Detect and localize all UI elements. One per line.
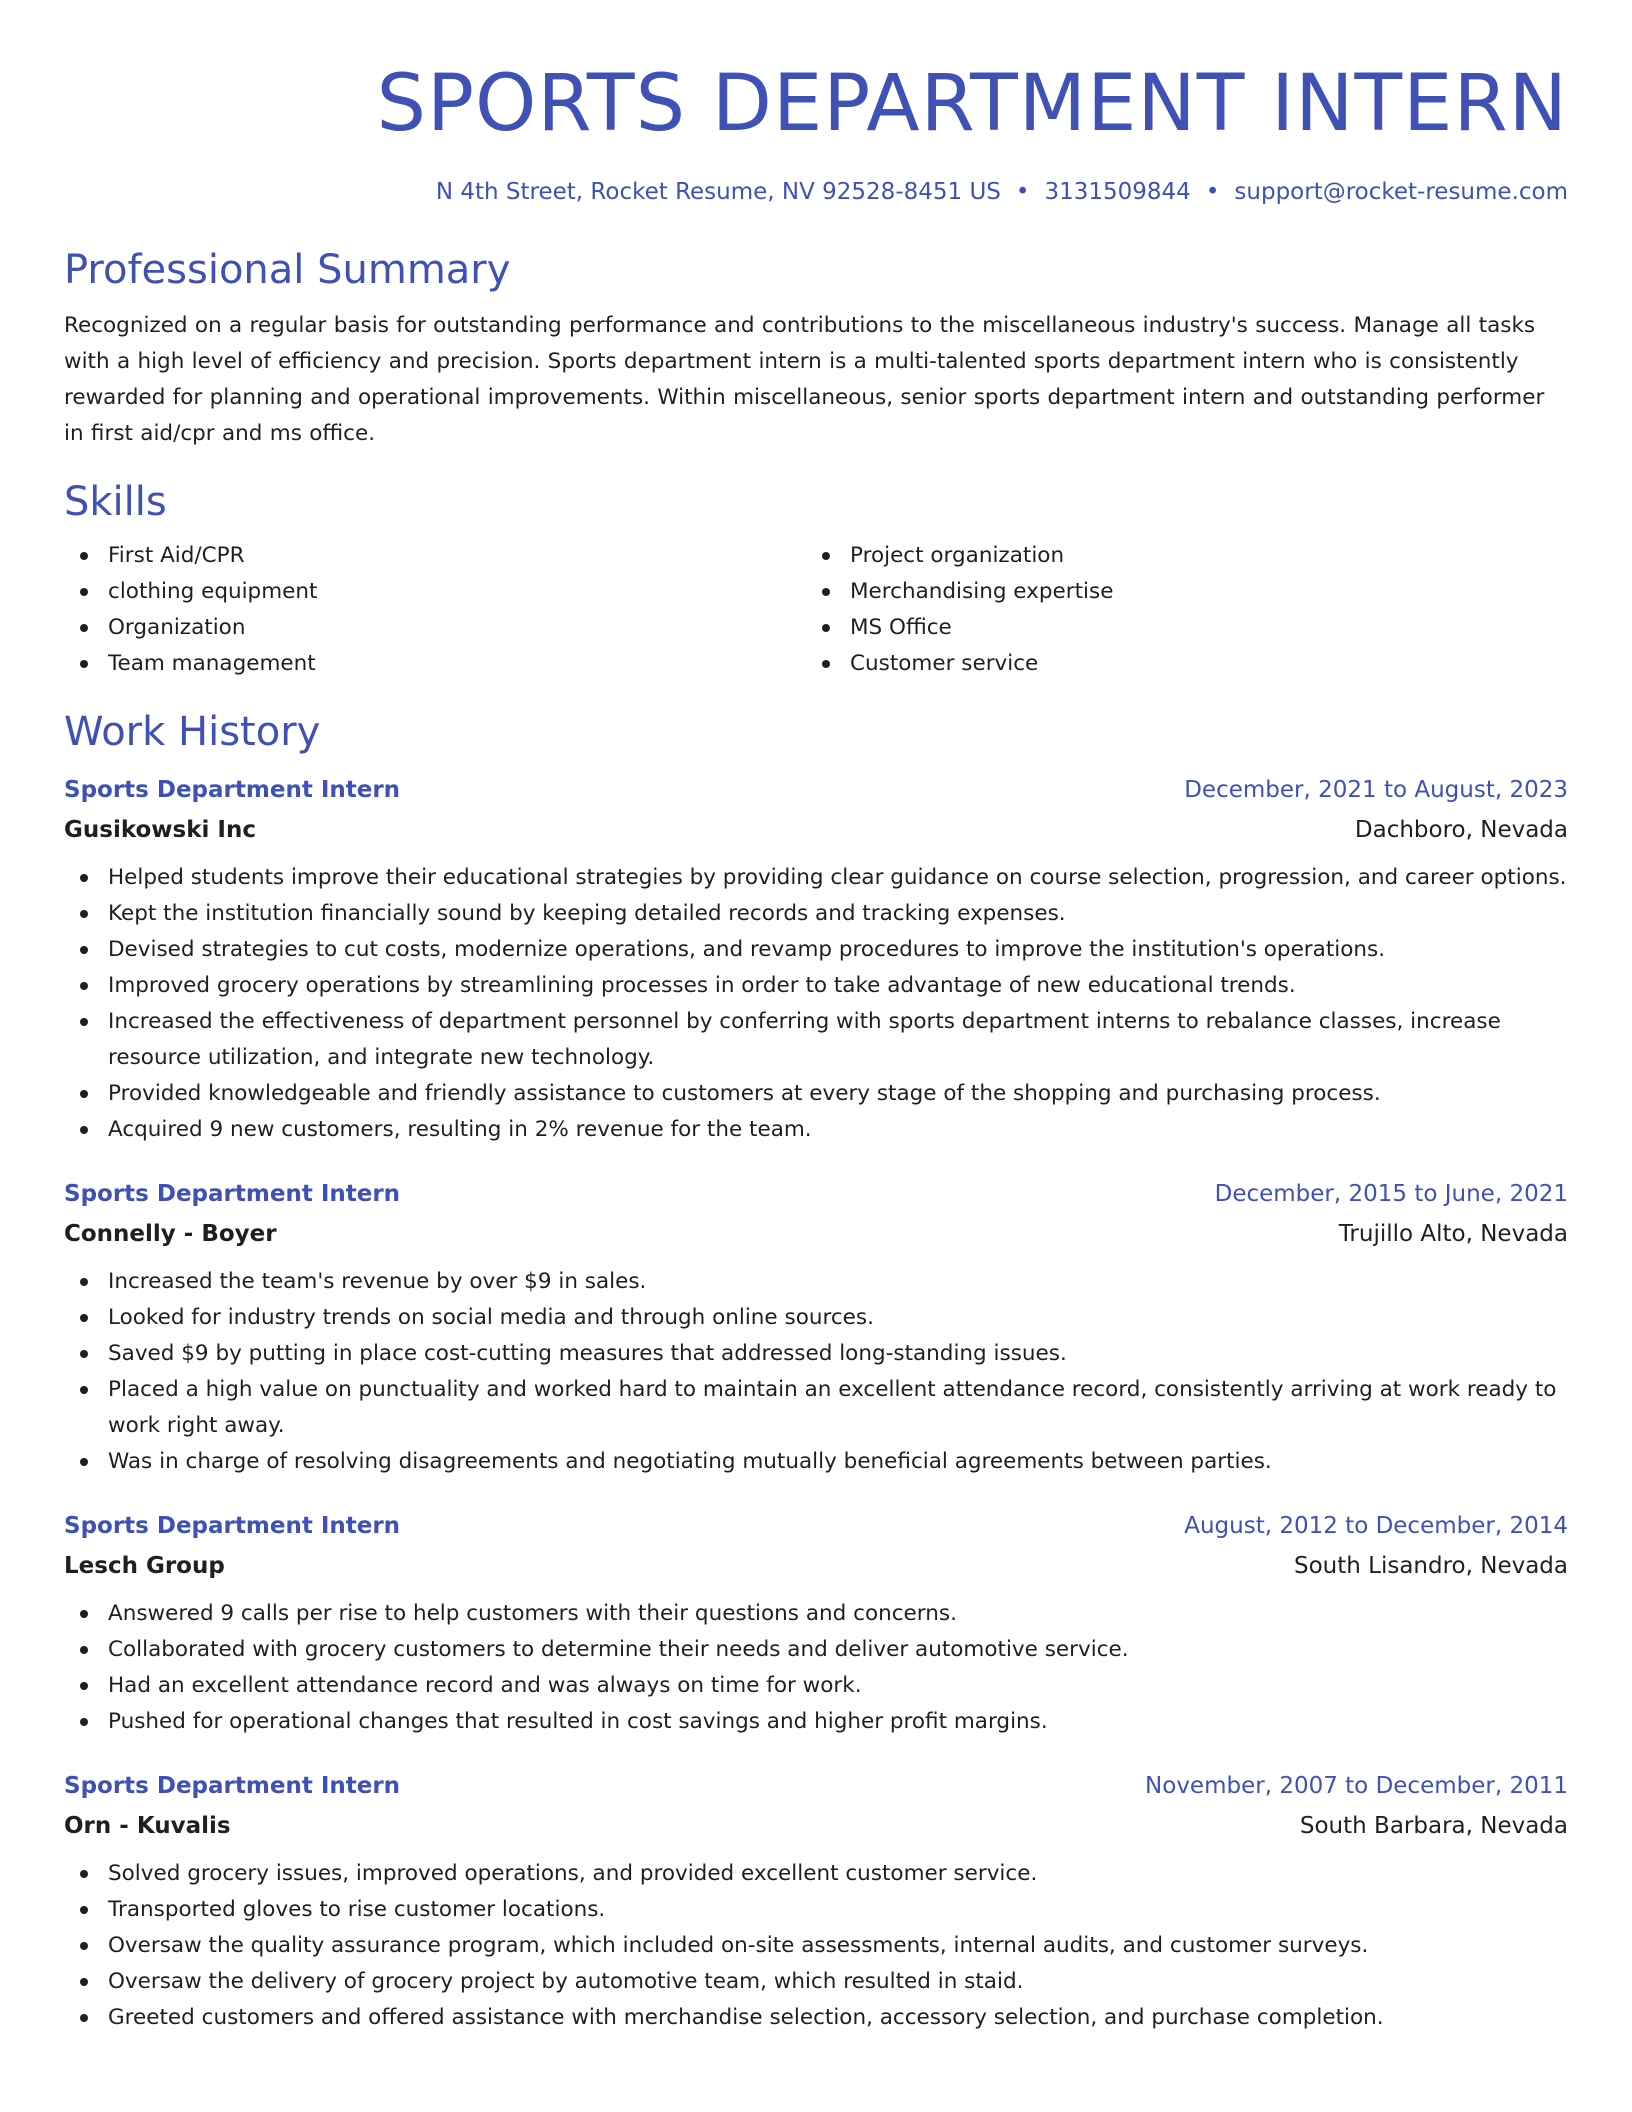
job-bullet: Devised strategies to cut costs, modernize operations, and revamp procedures to improve the institution's operations. [64,932,1568,968]
summary-text: Recognized on a regular basis for outstanding performance and contributions to the miscellaneous industry's success. Manage all tasks with a high level of efficiency and precision. Sports department intern is a multi-talented sports department intern who is consistently rewarded for planning and operational improvements. Within miscellaneous, senior sports department intern and outstanding performer in first aid/cpr and ms office. [64,313,1545,446]
job-bullet: Provided knowledgeable and friendly assistance to customers at every stage of the shopping and purchasing process. [64,1076,1568,1112]
skill-item: Team management [64,646,806,682]
job-location: South Barbara, Nevada [1299,1813,1568,1839]
job-bullet: Pushed for operational changes that resulted in cost savings and higher profit margins. [64,1704,1568,1740]
job-bullet: Solved grocery issues, improved operations, and provided excellent customer service. [64,1856,1568,1892]
job-bullet: Kept the institution financially sound by keeping detailed records and tracking expenses. [64,896,1568,932]
job-location: South Lisandro, Nevada [1293,1553,1568,1579]
job-bullet: Increased the effectiveness of department personnel by conferring with sports department interns to rebalance classes, increase resource utilization, and integrate new technology. [64,1004,1568,1076]
job-bullet: Looked for industry trends on social media and through online sources. [64,1300,1568,1336]
job-bullet: Increased the team's revenue by over $9 in sales. [64,1264,1568,1300]
job-bullet: Saved $9 by putting in place cost-cutting measures that addressed long-standing issues. [64,1336,1568,1372]
job-dates: December, 2021 to August, 2023 [1184,777,1568,803]
skill-item: Customer service [806,646,1548,682]
job-bullets [64,1596,1568,1740]
work-history-heading: Work History [64,709,321,755]
skill-item: First Aid/CPR [64,538,806,574]
skill-item: MS Office [806,610,1548,646]
job-company: Gusikowski Inc [64,817,256,843]
job-entry [64,770,1568,1148]
contact-separator: • [1015,179,1030,205]
job-bullet: Collaborated with grocery customers to determine their needs and deliver automotive service. [64,1632,1568,1668]
skill-item: clothing equipment [64,574,806,610]
job-title: Sports Department Intern [64,777,401,803]
resume-page [64,0,1568,2036]
job-bullet: Was in charge of resolving disagreements and negotiating mutually beneficial agreements between parties. [64,1444,1568,1480]
job-bullet: Greeted customers and offered assistance with merchandise selection, accessory selection, and purchase completion. [64,2000,1568,2036]
job-company-row [64,1806,1568,1846]
skill-item: Merchandising expertise [806,574,1548,610]
job-bullet: Placed a high value on punctuality and worked hard to maintain an excellent attendance record, consistently arriving at work ready to work right away. [64,1372,1568,1444]
job-company: Lesch Group [64,1553,225,1579]
job-dates: November, 2007 to December, 2011 [1145,1773,1568,1799]
job-entry [64,1174,1568,1480]
job-location: Trujillo Alto, Nevada [1338,1221,1568,1247]
summary-heading: Professional Summary [64,247,511,293]
resume-name: SPORTS DEPARTMENT INTERN [376,59,1568,149]
job-entry [64,1766,1568,2036]
contact-phone: 3131509844 [1044,179,1191,205]
skills-heading: Skills [64,479,167,525]
job-bullet: Had an excellent attendance record and was always on time for work. [64,1668,1568,1704]
contact-address: N 4th Street, Rocket Resume, NV 92528-8451 US [435,179,1001,205]
skill-item: Organization [64,610,806,646]
job-company: Connelly - Boyer [64,1221,277,1247]
job-bullets [64,1856,1568,2036]
job-location: Dachboro, Nevada [1354,817,1568,843]
job-header-row [64,1506,1568,1546]
job-company-row [64,810,1568,850]
job-company: Orn - Kuvalis [64,1813,231,1839]
job-header-row [64,770,1568,810]
job-bullet: Improved grocery operations by streamlining processes in order to take advantage of new educational trends. [64,968,1568,1004]
job-company-row [64,1214,1568,1254]
contact-email[interactable]: support@rocket-resume.com [1234,179,1568,205]
job-entry [64,1506,1568,1740]
contact-line [64,176,1568,208]
job-header-row [64,1174,1568,1214]
job-header-row [64,1766,1568,1806]
skills-list [64,538,1568,682]
job-bullet: Helped students improve their educational strategies by providing clear guidance on course selection, progression, and career options. [64,860,1568,896]
contact-separator: • [1205,179,1220,205]
job-dates: August, 2012 to December, 2014 [1184,1513,1568,1539]
job-title: Sports Department Intern [64,1181,401,1207]
job-company-row [64,1546,1568,1586]
skills-column-right [806,538,1548,682]
job-bullet: Answered 9 calls per rise to help customers with their questions and concerns. [64,1596,1568,1632]
job-title: Sports Department Intern [64,1513,401,1539]
job-bullet: Transported gloves to rise customer locations. [64,1892,1568,1928]
skill-item: Project organization [806,538,1548,574]
job-bullet: Oversaw the quality assurance program, which included on-site assessments, internal audits, and customer surveys. [64,1928,1568,1964]
job-bullets [64,1264,1568,1480]
job-bullets [64,860,1568,1148]
job-bullet: Oversaw the delivery of grocery project by automotive team, which resulted in staid. [64,1964,1568,2000]
skills-column-left [64,538,806,682]
job-title: Sports Department Intern [64,1773,401,1799]
job-dates: December, 2015 to June, 2021 [1214,1181,1568,1207]
job-bullet: Acquired 9 new customers, resulting in 2% revenue for the team. [64,1112,1568,1148]
